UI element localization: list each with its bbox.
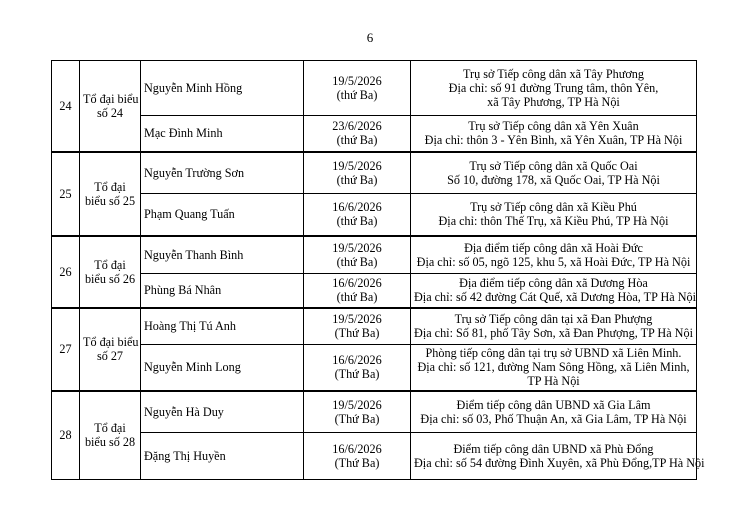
group-name: Tổ đại biểu số 25 [80, 152, 141, 236]
group-number: 28 [52, 391, 80, 480]
delegate-name: Mạc Đình Minh [141, 116, 304, 152]
delegate-name: Nguyễn Trường Sơn [141, 152, 304, 194]
reception-location: Trụ sở Tiếp công dân xã Tây Phương Địa chỉ: số 91 đường Trung tâm, thôn Yên, xã Tây Phương, TP Hà Nội [411, 61, 697, 116]
table-row [52, 433, 697, 480]
delegate-name: Nguyễn Thanh Bình [141, 236, 304, 274]
delegate-name: Nguyễn Hà Duy [141, 391, 304, 433]
delegate-name: Phùng Bá Nhân [141, 274, 304, 308]
reception-date: 16/6/2026 (Thứ Ba) [304, 345, 411, 391]
group-name: Tổ đại biểu số 26 [80, 236, 141, 308]
reception-date: 16/6/2026 (thứ Ba) [304, 194, 411, 236]
reception-date: 16/6/2026 (Thứ Ba) [304, 433, 411, 480]
reception-location: Điểm tiếp công dân UBND xã Phù Đổng Địa chỉ: số 54 đường Đình Xuyên, xã Phù Đổng,TP Hà Nội [411, 433, 697, 480]
table-row [52, 152, 697, 194]
group-name: Tổ đại biểu số 24 [80, 61, 141, 152]
table-row [52, 61, 697, 116]
reception-location: Trụ sở Tiếp công dân tại xã Đan Phượng Địa chỉ: Số 81, phố Tây Sơn, xã Đan Phượng, TP Hà Nội [411, 308, 697, 345]
delegate-name: Phạm Quang Tuấn [141, 194, 304, 236]
table-row [52, 308, 697, 345]
reception-location: Phòng tiếp công dân tại trụ sở UBND xã Liên Minh. Địa chỉ: số 121, đường Nam Sông Hồng, xã Liên Minh, TP Hà Nội [411, 345, 697, 391]
reception-location: Địa điểm tiếp công dân xã Hoài Đức Địa chỉ: số 05, ngõ 125, khu 5, xã Hoài Đức, TP Hà Nội [411, 236, 697, 274]
reception-date: 23/6/2026 (thứ Ba) [304, 116, 411, 152]
table-row [52, 345, 697, 391]
reception-location: Trụ sở Tiếp công dân xã Kiều Phú Địa chỉ: thôn Thế Trụ, xã Kiều Phú, TP Hà Nội [411, 194, 697, 236]
group-name: Tổ đại biểu số 27 [80, 308, 141, 391]
delegate-name: Nguyễn Minh Hồng [141, 61, 304, 116]
table-row [52, 116, 697, 152]
group-number: 26 [52, 236, 80, 308]
group-number: 27 [52, 308, 80, 391]
table-row [52, 274, 697, 308]
reception-location: Trụ sở Tiếp công dân xã Yên Xuân Địa chỉ: thôn 3 - Yên Bình, xã Yên Xuân, TP Hà Nội [411, 116, 697, 152]
group-number: 25 [52, 152, 80, 236]
reception-location: Điểm tiếp công dân UBND xã Gia Lâm Địa chỉ: số 03, Phố Thuận An, xã Gia Lâm, TP Hà Nội [411, 391, 697, 433]
group-name: Tổ đại biểu số 28 [80, 391, 141, 480]
reception-date: 19/5/2026 (thứ Ba) [304, 236, 411, 274]
delegate-name: Đặng Thị Huyền [141, 433, 304, 480]
delegate-name: Nguyễn Minh Long [141, 345, 304, 391]
reception-location: Địa điểm tiếp công dân xã Dương Hòa Địa chỉ: số 42 đường Cát Quế, xã Dương Hòa, TP Hà Nội [411, 274, 697, 308]
reception-date: 19/5/2026 (thứ Ba) [304, 152, 411, 194]
reception-date: 19/5/2026 (Thứ Ba) [304, 391, 411, 433]
page-number: 6 [366, 30, 374, 45]
table-row [52, 391, 697, 433]
reception-date: 19/5/2026 (Thứ Ba) [304, 308, 411, 345]
group-number: 24 [52, 61, 80, 152]
table-row [52, 236, 697, 274]
reception-date: 19/5/2026 (thứ Ba) [304, 61, 411, 116]
reception-schedule-table [51, 60, 705, 480]
reception-date: 16/6/2026 (thứ Ba) [304, 274, 411, 308]
reception-location: Trụ sở Tiếp công dân xã Quốc Oai Số 10, đường 178, xã Quốc Oai, TP Hà Nội [411, 152, 697, 194]
delegate-name: Hoàng Thị Tú Anh [141, 308, 304, 345]
table-row [52, 194, 697, 236]
